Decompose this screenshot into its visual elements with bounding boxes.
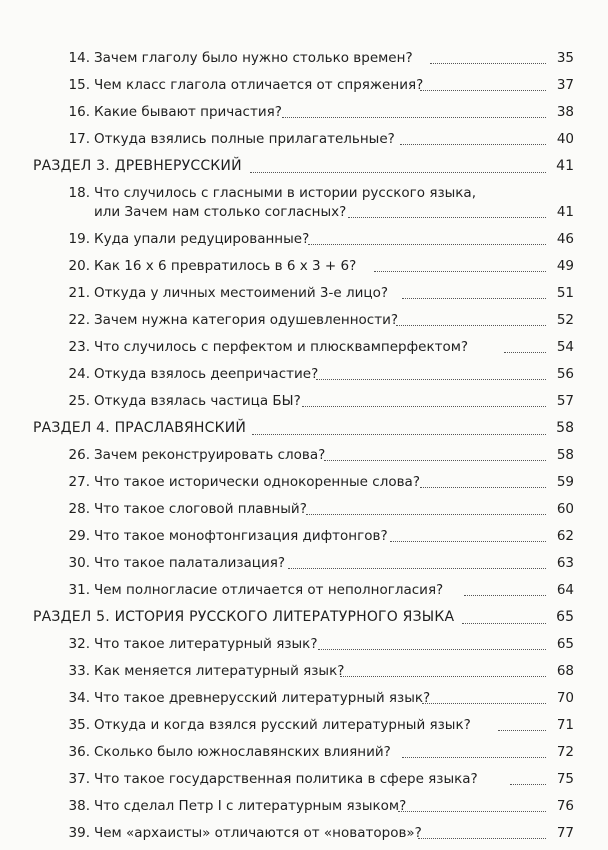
entry-number: 39. (68, 825, 90, 841)
entry-title: Как меняется литературный язык? (94, 663, 345, 679)
entry-number: 33. (68, 663, 90, 679)
entry-page: 57 (556, 393, 574, 409)
dot-leader (498, 730, 546, 731)
dot-leader (252, 434, 546, 435)
dot-leader (348, 217, 546, 218)
entry-title: Что случилось с перфектом и плюсквамперфектом? (94, 339, 469, 355)
entry-page: 40 (556, 131, 574, 147)
entry-number: 29. (68, 528, 90, 544)
entry-number: 37. (68, 771, 90, 787)
dot-leader (398, 811, 546, 812)
dot-leader (400, 144, 546, 145)
entry-number: 17. (68, 131, 90, 147)
dot-leader (510, 784, 546, 785)
entry-page: 76 (556, 798, 574, 814)
entry-page: 41 (556, 204, 574, 220)
entry-number: 15. (68, 77, 90, 93)
entry-title: Сколько было южнославянских влияний? (94, 744, 391, 760)
dot-leader (302, 406, 546, 407)
dot-leader (288, 568, 546, 569)
entry-title: Что такое литературный язык? (94, 636, 318, 652)
dot-leader (308, 244, 546, 245)
entry-number: 31. (68, 582, 90, 598)
entry-title: Что такое палатализация? (94, 555, 286, 571)
entry-number: 26. (68, 447, 90, 463)
entry-number: 34. (68, 690, 90, 706)
entry-number: 38. (68, 798, 90, 814)
dot-leader (402, 757, 546, 758)
entry-title: Что случилось с гласными в истории русского языка, (94, 185, 476, 201)
entry-title: Откуда у личных местоимений 3-е лицо? (94, 285, 388, 301)
entry-title: Что сделал Петр I с литературным языком? (94, 798, 407, 814)
entry-title: Что такое древнерусский литературный язык? (94, 690, 431, 706)
entry-page: 71 (556, 717, 574, 733)
entry-title: Чем класс глагола отличается от спряжения? (94, 77, 424, 93)
entry-number: 23. (68, 339, 90, 355)
entry-title: Откуда взялись полные прилагательные? (94, 131, 395, 147)
entry-title: Зачем глаголу было нужно столько времен? (94, 50, 413, 66)
entry-title: Что такое слоговой плавный? (94, 501, 307, 517)
dot-leader (504, 352, 546, 353)
entry-title: Что такое монофтонгизация дифтонгов? (94, 528, 388, 544)
dot-leader (430, 63, 546, 64)
entry-title: Куда упали редуцированные? (94, 231, 310, 247)
entry-number: 22. (68, 312, 90, 328)
entry-number: 36. (68, 744, 90, 760)
entry-page: 54 (556, 339, 574, 355)
entry-title: Откуда взялось деепричастие? (94, 366, 319, 382)
entry-number: 30. (68, 555, 90, 571)
entry-title: Что такое исторически однокоренные слова? (94, 474, 420, 490)
dot-leader (340, 676, 546, 677)
section-page: 65 (556, 609, 574, 625)
entry-number: 24. (68, 366, 90, 382)
entry-number: 20. (68, 258, 90, 274)
entry-page: 59 (556, 474, 574, 490)
entry-page: 56 (556, 366, 574, 382)
section-page: 41 (556, 158, 574, 174)
dot-leader (374, 271, 546, 272)
section-title: РАЗДЕЛ 4. ПРАСЛАВЯНСКИЙ (33, 420, 247, 436)
dot-leader (306, 514, 546, 515)
dot-leader (462, 623, 546, 624)
entry-title: Как 16 х 6 превратилось в 6 х 3 + 6? (94, 258, 357, 274)
dot-leader (422, 703, 546, 704)
dot-leader (396, 325, 546, 326)
section-page: 58 (556, 420, 574, 436)
entry-page: 52 (556, 312, 574, 328)
entry-title: Зачем реконструировать слова? (94, 447, 326, 463)
entry-page: 65 (556, 636, 574, 652)
dot-leader (282, 117, 546, 118)
entry-number: 14. (68, 50, 90, 66)
entry-number: 16. (68, 104, 90, 120)
dot-leader (420, 487, 546, 488)
entry-number: 18. (68, 185, 90, 201)
dot-leader (418, 838, 546, 839)
entry-page: 49 (556, 258, 574, 274)
entry-title: Зачем нужна категория одушевленности? (94, 312, 399, 328)
dot-leader (402, 298, 546, 299)
dot-leader (316, 379, 546, 380)
entry-number: 21. (68, 285, 90, 301)
dot-leader (420, 90, 546, 91)
entry-page: 51 (556, 285, 574, 301)
entry-title: Откуда взялась частица БЫ? (94, 393, 301, 409)
entry-title-line2: или Зачем нам столько согласных? (94, 204, 347, 220)
entry-page: 37 (556, 77, 574, 93)
entry-title: Откуда и когда взялся русский литературный язык? (94, 717, 471, 733)
entry-page: 60 (556, 501, 574, 517)
entry-title: Что такое государственная политика в сфере языка? (94, 771, 478, 787)
entry-title: Чем «архаисты» отличаются от «новаторов»? (94, 825, 422, 841)
entry-page: 58 (556, 447, 574, 463)
entry-page: 35 (556, 50, 574, 66)
entry-number: 35. (68, 717, 90, 733)
entry-title: Чем полногласие отличается от неполногласия? (94, 582, 444, 598)
entry-number: 28. (68, 501, 90, 517)
dot-leader (324, 460, 546, 461)
dot-leader (464, 595, 546, 596)
entry-page: 63 (556, 555, 574, 571)
entry-page: 68 (556, 663, 574, 679)
dot-leader (390, 541, 546, 542)
entry-title: Какие бывают причастия? (94, 104, 282, 120)
dot-leader (250, 172, 546, 173)
entry-page: 38 (556, 104, 574, 120)
entry-page: 72 (556, 744, 574, 760)
entry-page: 46 (556, 231, 574, 247)
entry-page: 75 (556, 771, 574, 787)
entry-number: 19. (68, 231, 90, 247)
entry-number: 32. (68, 636, 90, 652)
entry-page: 64 (556, 582, 574, 598)
entry-page: 77 (556, 825, 574, 841)
entry-number: 25. (68, 393, 90, 409)
entry-number: 27. (68, 474, 90, 490)
section-title: РАЗДЕЛ 3. ДРЕВНЕРУССКИЙ (33, 158, 242, 174)
entry-page: 62 (556, 528, 574, 544)
section-title: РАЗДЕЛ 5. ИСТОРИЯ РУССКОГО ЛИТЕРАТУРНОГО ЯЗЫКА (33, 609, 455, 625)
dot-leader (318, 649, 546, 650)
entry-page: 70 (556, 690, 574, 706)
